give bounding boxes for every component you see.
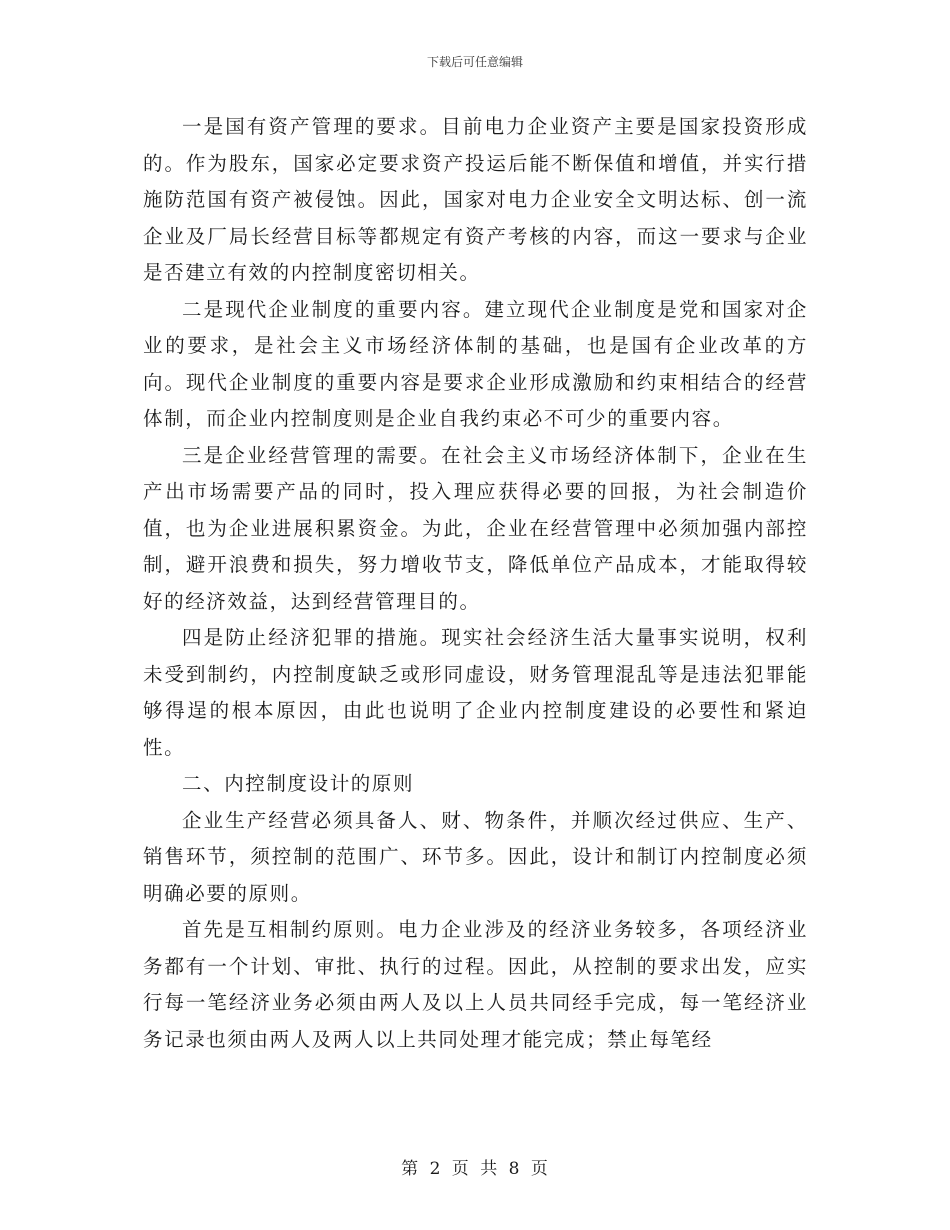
paragraph-business-management-needs: 三是企业经营管理的需要。在社会主义市场经济体制下，企业在生产出市场需要产品的同时，投入理应获得必要的回报，为社会制造价值，也为企业进展积累资金。为此，企业在经营管理中必须加强内部控制，避开浪费和损失，努力增收节支，降低单位产品成本，才能取得较好的经济效益，达到经营管理目的。 <box>143 443 808 613</box>
section-heading-design-principles: 二、内控制度设计的原则 <box>182 772 415 795</box>
paragraph-production-conditions: 企业生产经营必须具备人、财、物条件，并顺次经过供应、生产、销售环节，须控制的范围广、环节多。因此，设计和制订内控制度必须明确必要的原则。 <box>143 808 808 905</box>
paragraph-mutual-restraint: 首先是互相制约原则。电力企业涉及的经济业务较多，各项经济业务都有一个计划、审批、执行的过程。因此，从控制的要求出发，应实行每一笔经济业务必须由两人及以上人员共同经手完成，每一笔经济业务记录也须由两人及两人以上共同处理才能完成；禁止每笔经 <box>143 918 808 1051</box>
paragraph-crime-prevention: 四是防止经济犯罪的措施。现实社会经济生活大量事实说明，权利未受到制约，内控制度缺乏或形同虚设，财务管理混乱等是违法犯罪能够得逞的根本原因，由此也说明了企业内控制度建设的必要性和紧迫性。 <box>143 626 808 759</box>
paragraph-state-asset-management: 一是国有资产管理的要求。目前电力企业资产主要是国家投资形成的。作为股东，国家必定要求资产投运后能不断保值和增值，并实行措施防范国有资产被侵蚀。因此，国家对电力企业安全文明达标、创一流企业及厂局长经营目标等都规定有资产考核的内容，而这一要求与企业是否建立有效的内控制度密切相关。 <box>143 115 808 284</box>
document-body <box>143 109 808 1058</box>
paragraph-modern-enterprise-system: 二是现代企业制度的重要内容。建立现代企业制度是党和国家对企业的要求，是社会主义市场经济体制的基础，也是国有企业改革的方向。现代企业制度的重要内容是要求企业形成激励和约束相结合的经营体制，而企业内控制度则是企业自我约束必不可少的重要内容。 <box>143 297 808 430</box>
page-number-footer: 第 2 页 共 8 页 <box>401 1159 549 1179</box>
page-header: 下载后可任意编辑 <box>426 55 523 69</box>
